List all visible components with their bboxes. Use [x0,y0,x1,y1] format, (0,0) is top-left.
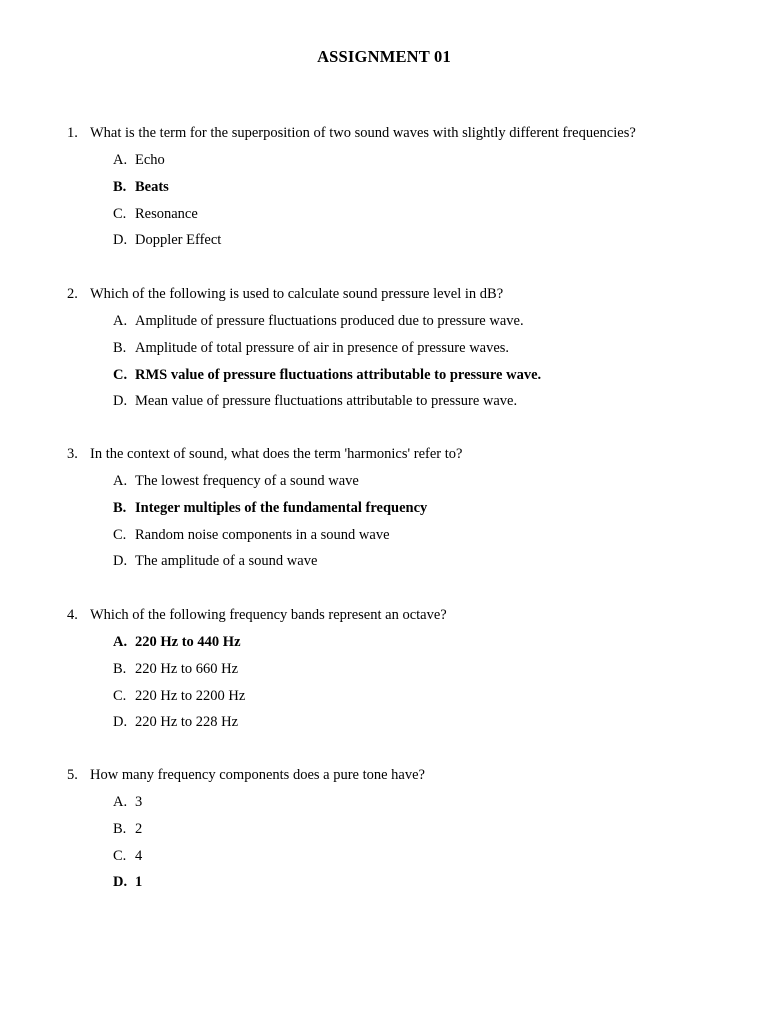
question-number: 5. [67,767,78,783]
option-a [67,151,727,178]
question-number: 1. [67,125,78,141]
option-letter: A. [113,473,128,489]
option-letter: D. [113,874,128,891]
option-c [67,526,727,553]
option-d [67,873,727,900]
question-number: 4. [67,607,78,623]
option-c [67,847,727,874]
option-letter: D. [113,393,128,410]
option-b [67,820,727,847]
option-b [67,178,727,205]
option-text: 1 [135,874,143,891]
option-d [67,552,727,579]
option-b [67,660,727,687]
option-text: Amplitude of total pressure of air in presence of pressure waves. [135,339,510,356]
option-letter: B. [113,660,127,677]
option-letter: B. [113,499,127,516]
option-text: 220 Hz to 2200 Hz [135,687,246,704]
question-text: What is the term for the superposition of two sound waves with slightly different frequencies? [90,125,636,141]
question-text: Which of the following frequency bands represent an octave? [90,607,447,623]
option-c [67,687,727,714]
question-line [67,285,727,312]
option-text: 220 Hz to 660 Hz [135,660,239,677]
option-text: 220 Hz to 440 Hz [135,634,241,650]
question-number: 3. [67,446,78,462]
option-text: 3 [135,794,143,810]
option-a [67,793,727,820]
option-letter: C. [113,687,127,704]
option-text: Mean value of pressure fluctuations attributable to pressure wave. [135,393,518,410]
option-d [67,713,727,740]
option-text: Resonance [135,205,198,222]
option-letter: D. [113,232,128,249]
option-text: RMS value of pressure fluctuations attributable to pressure wave. [135,366,542,383]
option-letter: A. [113,634,128,650]
option-c [67,205,727,232]
question-3 [67,445,727,579]
option-letter: A. [113,152,128,168]
option-text: Random noise components in a sound wave [135,526,390,543]
option-letter: B. [113,339,127,356]
question-2 [67,285,727,419]
question-line [67,766,727,793]
option-text: Doppler Effect [135,232,222,249]
option-d [67,392,727,419]
option-text: Integer multiples of the fundamental frequency [135,499,428,516]
option-c [67,366,727,393]
option-d [67,231,727,258]
option-text: The amplitude of a sound wave [135,553,318,570]
page-title: ASSIGNMENT 01 [317,47,451,66]
question-text: Which of the following is used to calculate sound pressure level in dB? [90,286,504,302]
question-number: 2. [67,286,78,302]
option-text: 4 [135,847,143,864]
option-b [67,499,727,526]
question-line [67,445,727,472]
option-text: Beats [135,178,169,195]
question-line [67,606,727,633]
option-letter: A. [113,794,128,810]
option-letter: A. [113,313,128,329]
option-letter: B. [113,820,127,837]
question-line [67,124,727,151]
option-letter: C. [113,366,128,383]
question-text: How many frequency components does a pure tone have? [90,767,425,783]
option-text: Amplitude of pressure fluctuations produced due to pressure wave. [135,313,524,329]
question-text: In the context of sound, what does the term 'harmonics' refer to? [90,446,463,462]
option-letter: B. [113,178,127,195]
option-letter: D. [113,553,128,570]
option-a [67,312,727,339]
option-letter: C. [113,205,127,222]
option-b [67,339,727,366]
option-text: The lowest frequency of a sound wave [135,473,359,489]
option-letter: C. [113,526,127,543]
option-letter: D. [113,714,128,731]
question-4 [67,606,727,740]
option-text: 2 [135,820,143,837]
option-a [67,633,727,660]
option-text: Echo [135,152,165,168]
option-text: 220 Hz to 228 Hz [135,714,239,731]
question-1 [67,124,727,258]
option-a [67,472,727,499]
option-letter: C. [113,847,127,864]
question-5 [67,766,727,900]
